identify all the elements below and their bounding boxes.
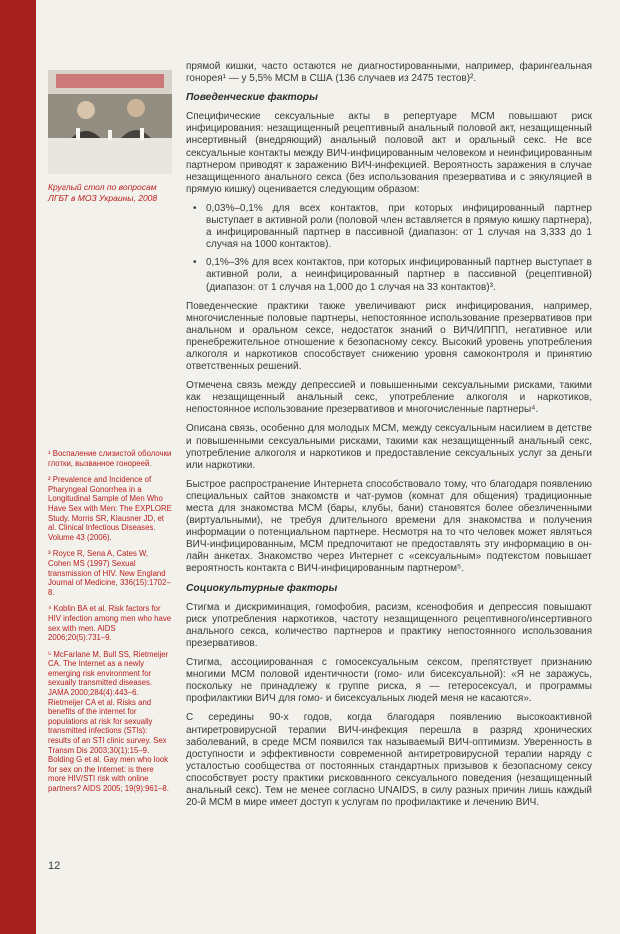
bullet-item-receptive-risk: • 0,1%–3% для всех контактов, при которых инфицированный партнер выступает в активной роли, а неинфицированный партнер в пассивной (рецептивной) (диапазон: от 1 случая на 1,000 до 1 случая на 33 контактов)³. <box>193 257 592 293</box>
section-heading-sociocultural-factors: Социокультурные факторы <box>186 582 338 594</box>
left-accent-bar <box>0 0 36 934</box>
section-heading-behavioral-factors: Поведенческие факторы <box>186 92 318 104</box>
bullet-item-insertive-risk: • 0,03%–0,1% для всех контактов, при которых инфицированный партнер выступает в активной роли (половой член вставляется в прямую кишку партнера), а инфицированный партнер в пассивной (диапазон: от 1 случая на 3,333 до 1 случая на 1000 контактов). <box>193 203 592 251</box>
infection-risk-bullet-list <box>186 203 592 294</box>
sociocultural-paragraph-2: Стигма, ассоциированная с гомосексуальным сексом, препятствует признанию многими МСМ половой идентичности (гомо- или бисексуальной): «Я не заражусь, поскольку не принадлежу к группе риска, я — гетеросексуал, и программы профилактики ВИЧ для гомо- и бисексуальных людей меня не касаются». <box>186 657 592 705</box>
behavioral-paragraph-5: Быстрое распространение Интернета способствовало тому, что благодаря появлению специальных сайтов знакомств и чат-румов (комнат для общения) традиционные места для знакомства МСМ (бары, клубы, бани) становятся более обезличенными (виртуальными), не требуя длительного времени для знакомства и получения информации о потенциальном партнере. Несмотря на то что человек может являться ВИЧ-инфицированным, МСМ предпочитают не предоставлять эту информацию в он-лайн анкетах. Знакомство через Интернет с «сексуальным» подтекстом повышает вероятность контакта с ВИЧ-инфицированным партнером⁵. <box>186 478 592 575</box>
photo-image <box>48 70 172 174</box>
roundtable-photo <box>48 70 172 174</box>
intro-paragraph: прямой кишки, часто остаются не диагностированными, например, фарингеальная гонорея¹ — у 5,5% МСМ в США (136 случаев из 2475 тестов)². <box>186 61 592 85</box>
footnote-4: ⁴ Koblin BA et al. Risk factors for HIV infection among men who have sex with men. AIDS 2006;20(5):731–9. <box>48 604 172 643</box>
photo-caption: Круглый стол по вопросам ЛГБТ в МОЗ Украины, 2008 <box>48 182 158 203</box>
behavioral-paragraph-4: Описана связь, особенно для молодых МСМ, между сексуальным насилием в детстве и повышенными сексуальными рисками, такими как незащищенный анальный секс, употребление алкоголя и наркотиков и предоставление сексуальных услуг за деньги или наркотики. <box>186 423 592 471</box>
main-text-column <box>186 61 592 816</box>
behavioral-paragraph-3: Отмечена связь между депрессией и повышенными сексуальными рисками, такими как незащищенный анальный секс, употребление алкоголя и наркотиков, непостоянное использование презервативов и многочисленные партнеры⁴. <box>186 380 592 416</box>
footnote-5: ⁵ McFarlane M, Bull SS, Rietmeijer CA. The Internet as a newly emerging risk environment for sexually transmitted diseases. JAMA 2000;284(4):443–6. Rietmeijer CA et al. Risks and benefits of the internet for populations at risk for sexually transmitted infections (STIs): results of an STI clinic survey. Sex Transm Dis 2003;30(1):15–9. Bolding G et al. Gay men who look for sex on the Internet: is there more HIV/STI risk with online partners? AIDS 2005; 19(9):961–8. <box>48 649 169 793</box>
footnote-2: ² Prevalence and Incidence of Pharyngeal Gonorrhea in a Longitudinal Sample of Men Who Have Sex with Men: The EXPLORE Study. Morris SR, Klausner JD, et al. Clinical Infectious Diseases. Volume 43 (2006). <box>48 475 172 542</box>
behavioral-paragraph-2: Поведенческие практики также увеличивают риск инфицирования, например, многочисленные половые партнеры, непостоянное использование презервативов при анальном и оральном сексе, недостаток знаний о ВИЧ/ИППП, негативное или пренебрежительное отношение к безопасному сексу. Высокий уровень употребления алкоголя и наркотиков способствует снижению уровня самоконтроля и принятию ответственных решений. <box>186 300 592 373</box>
footnotes-block <box>48 449 172 801</box>
footnote-3: ³ Royce R, Sena A, Cates W, Cohen MS (1997) Sexual transmission of HIV. New England Journal of Medicine, 336(15):1702–8. <box>48 549 171 597</box>
behavioral-paragraph-1: Специфические сексуальные акты в репертуаре МСМ повышают риск инфицирования: незащищенный рецептивный анальный половой акт, незащищенный инсертивный (внедряющий) анальный половой акт и оральный секс. Не все сексуальные контакты между ВИЧ-инфицированным человеком и неинфицированным партнером приводят к заражению ВИЧ-инфекцией. Вероятность заражения в случае незащищенного анального секса (без использования презерватива и с эякуляцией в прямую кишку) оценивается следующим образом: <box>186 111 592 195</box>
sociocultural-paragraph-3: С середины 90-х годов, когда благодаря появлению высокоактивной антиретровирусной терапии ВИЧ-инфекция перешла в разряд хронических заболеваний, в среде МСМ появился так называемый ВИЧ-оптимизм. Уверенность в доступности и эффективности современной антиретровирусной терапии наряду с усталостью сообщества от постоянных стандартных призывов к безопасному сексу способствует росту практики рискованного сексуального поведения (незащищенный анальный секс). Тем не менее согласно UNAIDS, в силу разных причин лишь каждый 20-й МСМ в мире имеет доступ к услугам по профилактике и лечению ВИЧ. <box>186 712 592 809</box>
page-number: 12 <box>48 860 61 872</box>
sociocultural-paragraph-1: Стигма и дискриминация, гомофобия, расизм, ксенофобия и депрессия повышают риск употребления наркотиков, частоту незащищенного рецептивного/инсертивного анального секса, количество партнеров и практику непостоянного использования презервативов. <box>186 601 592 649</box>
footnote-1: ¹ Воспаление слизистой оболочки глотки, вызванное гонореей. <box>48 449 172 468</box>
